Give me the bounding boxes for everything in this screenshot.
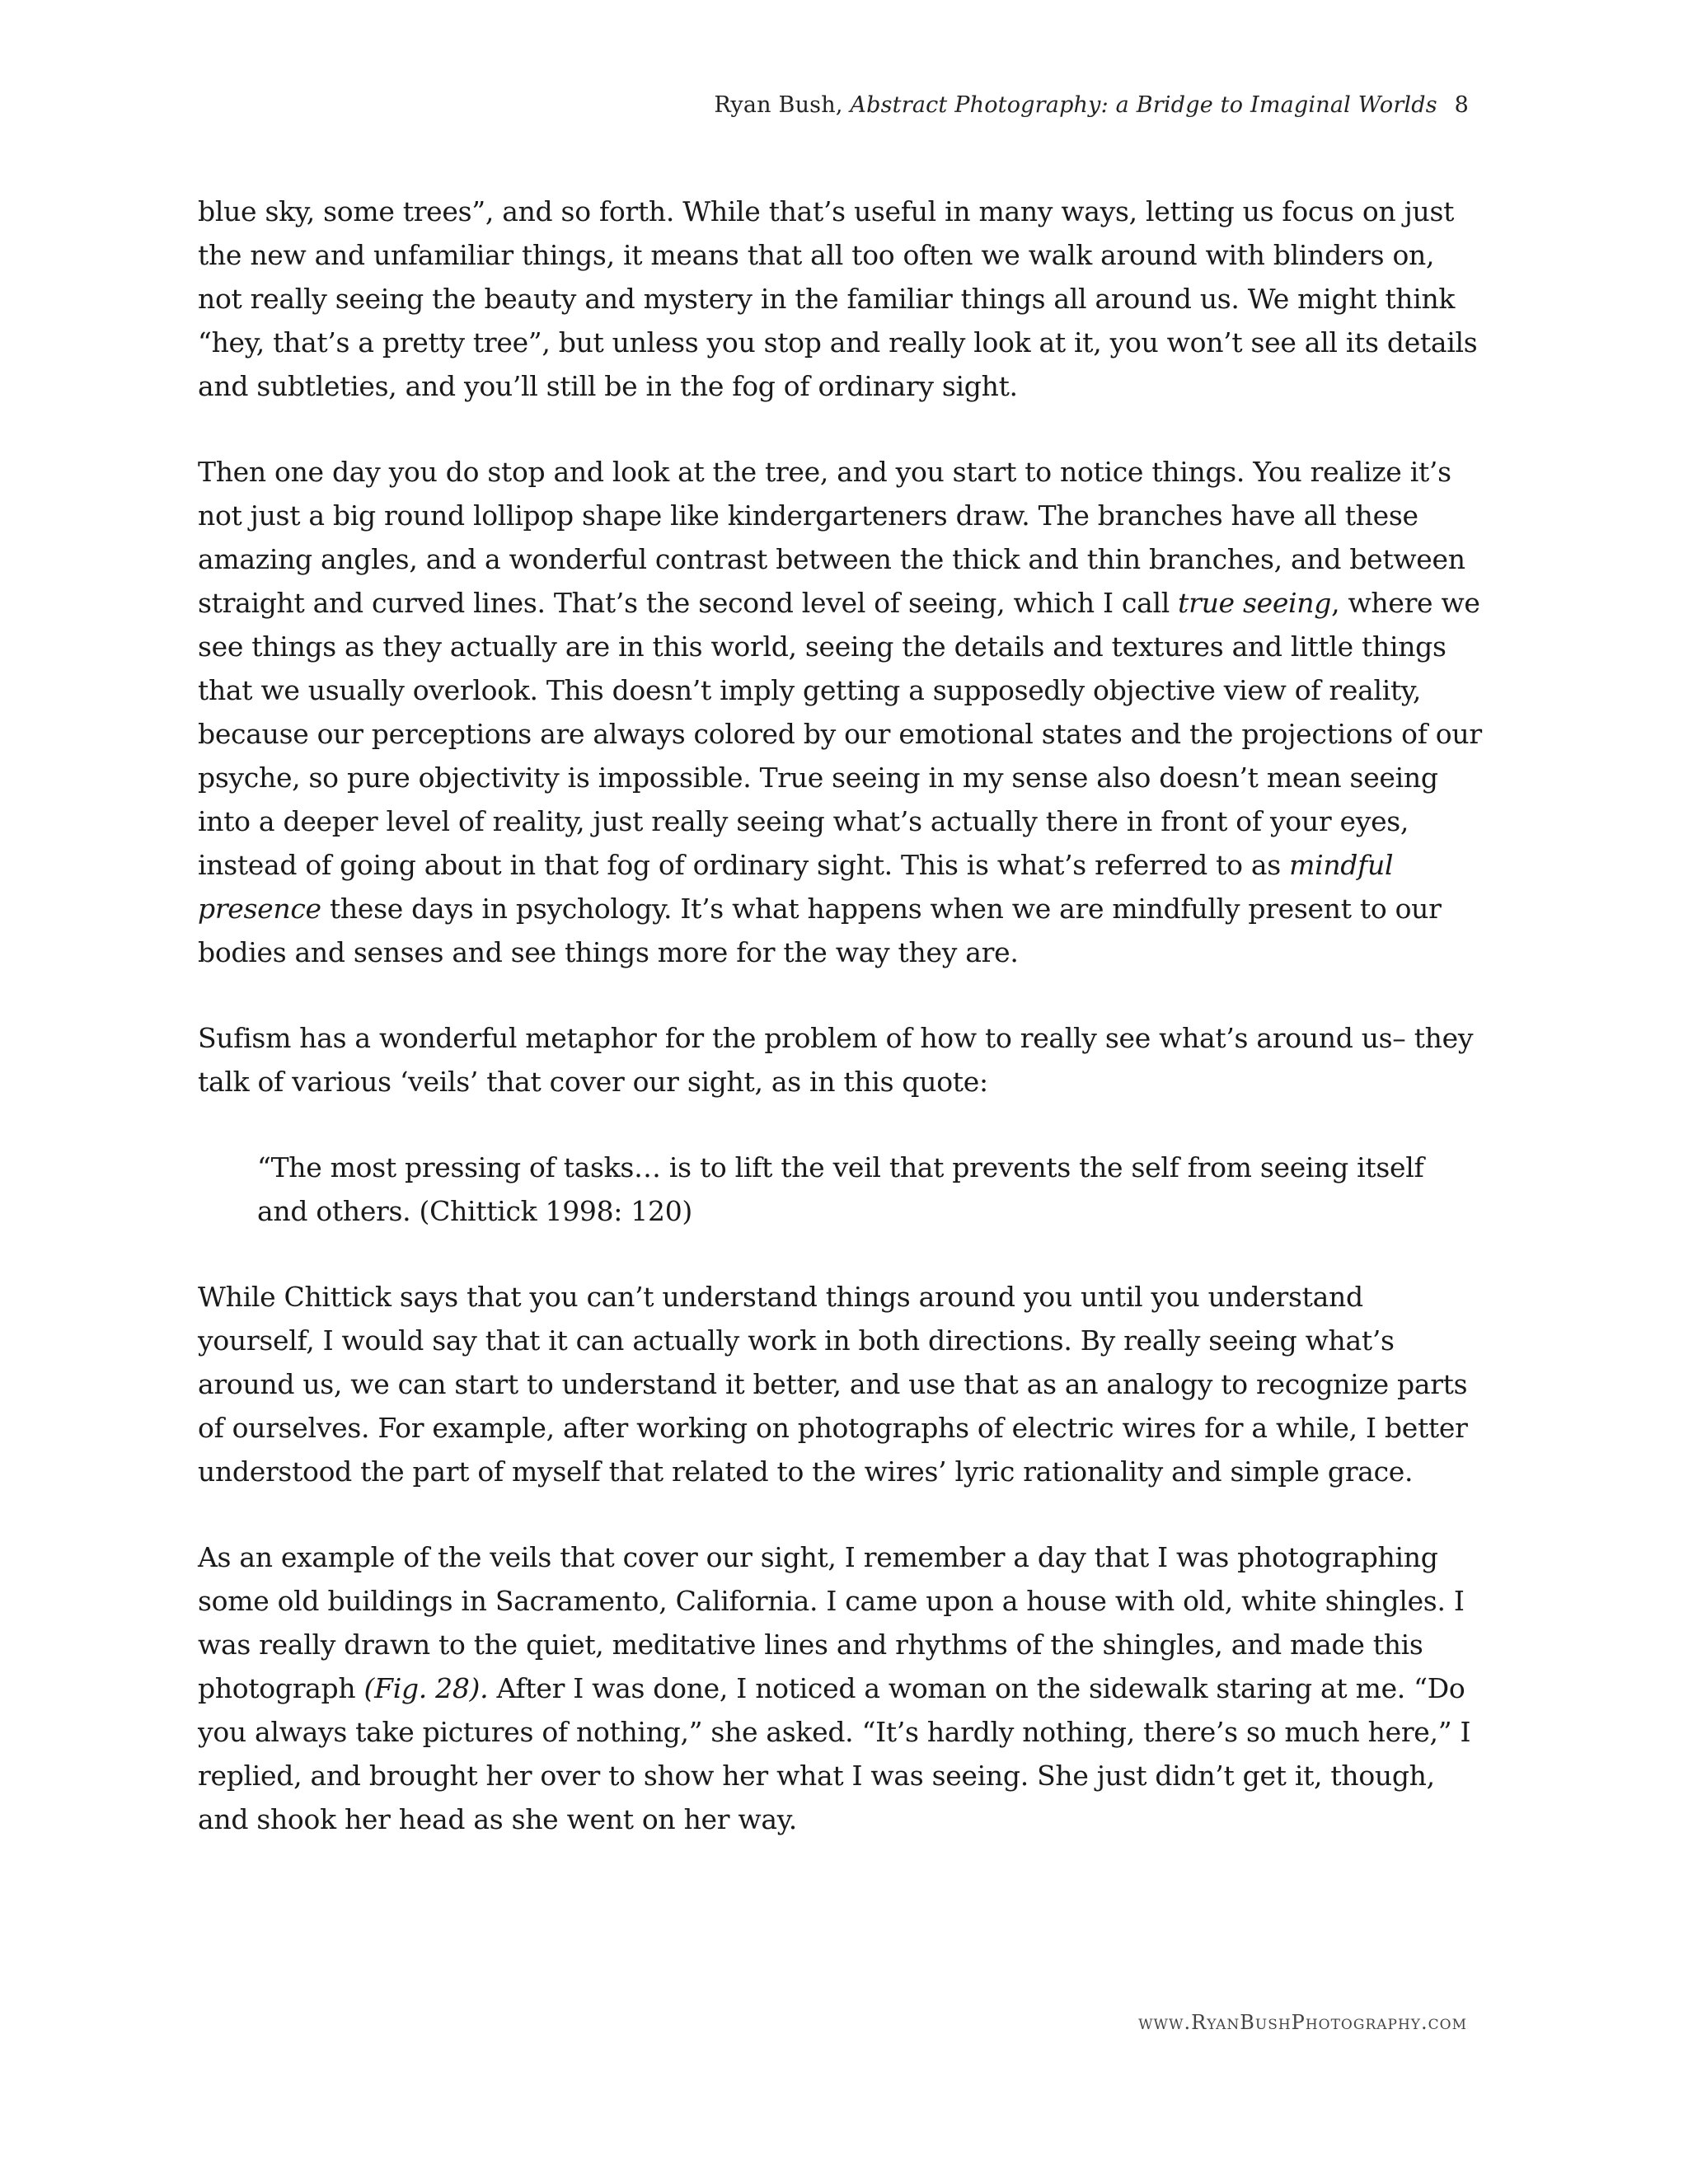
paragraph-1: blue sky, some trees”, and so forth. While that’s useful in many ways, letting us focus on just the new and unfamiliar things, it means that all too often we walk around with blinders on, not really seeing the beauty and mystery in the familiar things all around us. We might think “hey, that’s a pretty tree”, but unless you stop and really look at it, you won’t see all its details and subtleties, and you’ll still be in the fog of ordinary sight.	[198, 195, 1478, 402]
paragraph-3: Sufism has a wonderful metaphor for the problem of how to really see what’s around us– they talk of various ‘veils’ that cover our sight, as in this quote:	[198, 1022, 1474, 1098]
term-mindful-presence: mindful presence	[198, 849, 1394, 925]
paragraph-5-text-a: As an example of the veils that cover our sight, I remember a day that I was photographing some old buildings in Sacramento, California. I came upon a house with old, white shingles. I was really drawn to the quiet, meditative lines and rhythms of the shingles, and made this photograph	[198, 1541, 1465, 1704]
term-true-seeing: true seeing	[1178, 587, 1332, 619]
paragraph-2-text-c: these days in psychology. It’s what happens when we are mindfully present to our bodies and senses and see things more for the way they are.	[198, 893, 1442, 968]
figure-reference: (Fig. 28).	[363, 1672, 489, 1704]
paragraph-2-text-b: , where we see things as they actually are in this world, seeing the details and textures and little things that we usually overlook. This doesn’t imply getting a supposedly objective view of reality, because our perceptions are always colored by our emotional states and the projections of our psyche, so pure objectivity is impossible. True seeing in my sense also doesn’t mean seeing into a deeper level of reality, just really seeing what’s actually there in front of your eyes, instead of going about in that fog of ordinary sight. This is what’s referred to as	[198, 587, 1482, 881]
block-quote: “The most pressing of tasks… is to lift the veil that prevents the self from seeing itself and others. (Chittick 1998: 120)	[257, 1151, 1424, 1227]
paragraph-2-text-a: Then one day you do stop and look at the tree, and you start to notice things. You realize it’s not just a big round lollipop shape like kindergarteners draw. The branches have all these amazing angles, and a wonderful contrast between the thick and thin branches, and between straight and curved lines. That’s the second level of seeing, which I call	[198, 456, 1465, 619]
paragraph-5-text-b: After I was done, I noticed a woman on the sidewalk staring at me. “Do you always take pictures of nothing,” she asked. “It’s hardly nothing, there’s so much here,” I replied, and brought her over to show her what I was seeing. She just didn’t get it, though, and shook her head as she went on her way.	[198, 1672, 1471, 1835]
page-footer-website: www.RyanBushPhotography.com	[1138, 2011, 1467, 2034]
page-number: 8	[1454, 92, 1469, 118]
paragraph-4: While Chittick says that you can’t understand things around you until you understand yourself, I would say that it can actually work in both directions. By really seeing what’s around us, we can start to understand it better, and use that as an analogy to recognize parts of ourselves. For example, after working on photographs of electric wires for a while, I better understood the part of myself that related to the wires’ lyric rationality and simple grace.	[198, 1281, 1468, 1488]
header-author: Ryan Bush,	[714, 92, 843, 118]
page-header	[714, 92, 1469, 118]
paragraph-2	[198, 450, 1484, 974]
paragraph-5	[198, 1535, 1484, 1841]
document-body	[198, 190, 1484, 1883]
header-book-title: Abstract Photography: a Bridge to Imaginal Worlds	[850, 92, 1437, 118]
